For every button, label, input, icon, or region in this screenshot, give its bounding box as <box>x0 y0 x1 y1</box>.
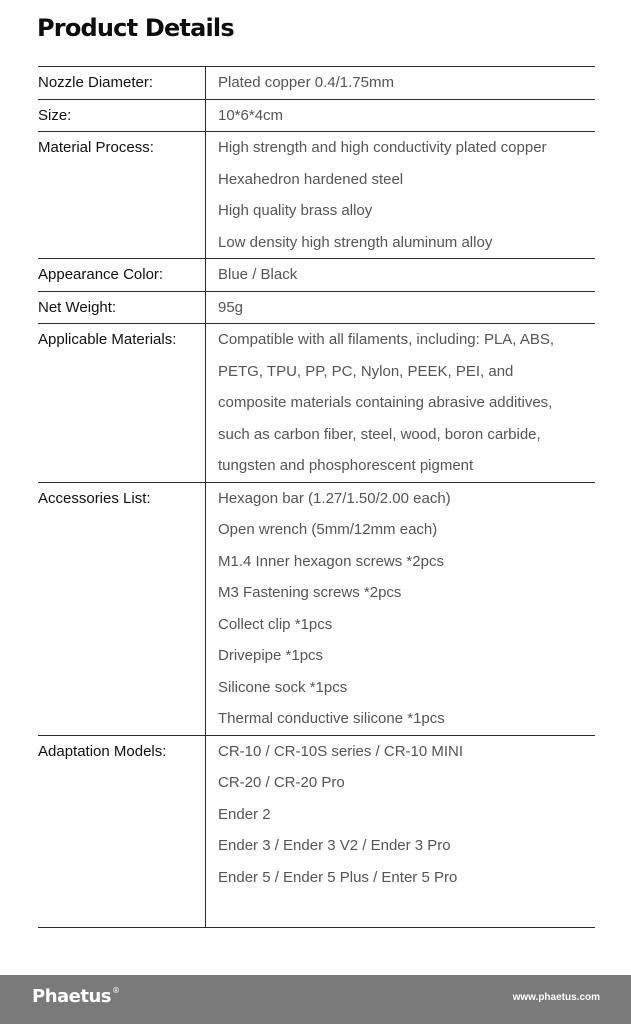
row-value-line: Plated copper 0.4/1.75mm <box>218 74 394 91</box>
row-value-line: High strength and high conductivity plated copper <box>218 139 547 156</box>
row-value-line: Ender 5 / Ender 5 Plus / Enter 5 Pro <box>218 868 458 886</box>
table-row <box>38 131 595 258</box>
row-label: Applicable Materials: <box>38 324 206 482</box>
row-label: Nozzle Diameter: <box>38 67 206 99</box>
table-row <box>38 99 595 132</box>
row-value-line: M3 Fastening screws *2pcs <box>218 584 402 601</box>
row-value-line: Ender 3 / Ender 3 V2 / Ender 3 Pro <box>218 837 451 854</box>
spec-table <box>38 66 595 928</box>
row-values <box>206 736 595 928</box>
brand-logo <box>32 986 120 1007</box>
row-label: Net Weight: <box>38 292 206 324</box>
row-values <box>206 100 595 132</box>
row-value-line: Silicone sock *1pcs <box>218 678 348 696</box>
row-value-line: such as carbon fiber, steel, wood, boron carbide, <box>218 425 541 443</box>
row-value-line: High quality brass alloy <box>218 202 373 219</box>
row-value-line: Hexagon bar (1.27/1.50/2.00 each) <box>218 489 451 507</box>
row-value-line: CR-10 / CR-10S series / CR-10 MINI <box>218 742 464 760</box>
row-value-line: Drivepipe *1pcs <box>218 647 324 664</box>
row-value-line: Thermal conductive silicone *1pcs <box>218 710 445 727</box>
row-value-line: CR-20 / CR-20 Pro <box>218 774 345 791</box>
row-values <box>206 132 595 258</box>
website-link[interactable]: www.phaetus.com <box>512 992 600 1003</box>
footer-bar <box>0 975 631 1024</box>
row-value-line: Compatible with all filaments, including: PLA, ABS, <box>218 331 554 348</box>
table-row <box>38 735 595 928</box>
row-label: Material Process: <box>38 132 206 258</box>
row-values <box>206 483 595 735</box>
row-value-line: Open wrench (5mm/12mm each) <box>218 521 438 538</box>
table-row <box>38 291 595 324</box>
row-value-line: tungsten and phosphorescent pigment <box>218 457 474 474</box>
row-value-line: Blue / Black <box>218 266 298 283</box>
row-value-line: M1.4 Inner hexagon screws *2pcs <box>218 552 444 570</box>
row-value-line: Low density high strength aluminum alloy <box>218 233 493 251</box>
registered-mark: ® <box>112 986 120 995</box>
row-value-line: PETG, TPU, PP, PC, Nylon, PEEK, PEI, and <box>218 362 514 380</box>
page-title: Product Details <box>37 14 234 42</box>
table-row <box>38 258 595 291</box>
row-value-line: Ender 2 <box>218 805 271 823</box>
row-values <box>206 324 595 482</box>
row-label: Appearance Color: <box>38 259 206 291</box>
row-value-line: composite materials containing abrasive additives, <box>218 394 553 411</box>
row-values <box>206 67 595 99</box>
row-values <box>206 259 595 291</box>
row-value-line: 95g <box>218 298 244 316</box>
brand-logo-text: Phaetus <box>32 986 111 1007</box>
row-value-line: Hexahedron hardened steel <box>218 170 404 188</box>
row-value-line: Collect clip *1pcs <box>218 615 333 633</box>
row-value-line: 10*6*4cm <box>218 106 284 124</box>
row-label: Adaptation Models: <box>38 736 206 928</box>
table-row <box>38 67 595 99</box>
row-values <box>206 292 595 324</box>
row-label: Accessories List: <box>38 483 206 735</box>
table-row <box>38 482 595 735</box>
table-row <box>38 323 595 482</box>
row-label: Size: <box>38 100 206 132</box>
